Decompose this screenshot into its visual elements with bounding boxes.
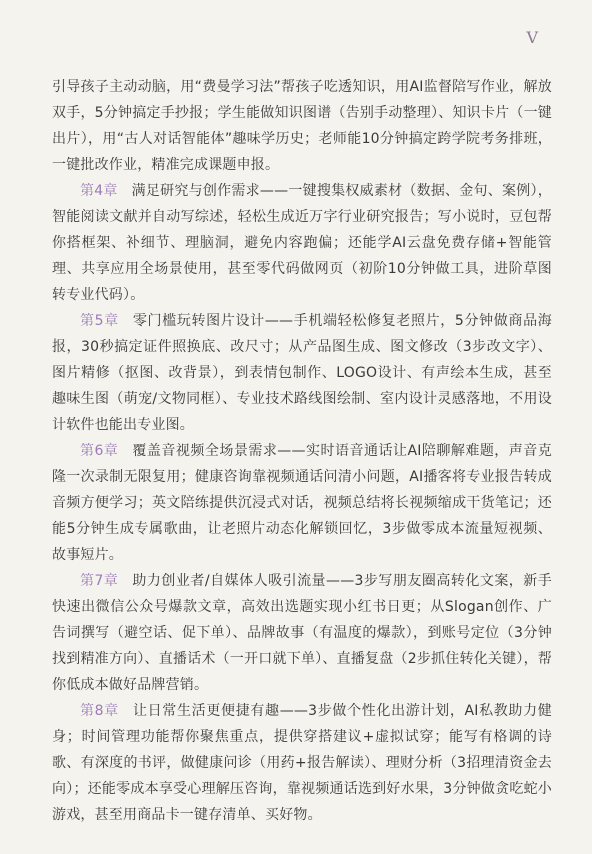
paragraph-intro [52, 74, 552, 178]
paragraph-text: 引导孩子主动动脑，用“费曼学习法”帮孩子吃透知识，用AI监督陪写作业，解放双手，5分钟搞定手抄报；学生能做知识图谱（告别手动整理）、知识卡片（一键出片），用“古人对话智能体”趣味学历史；老师能10分钟搞定跨学院考务排班，一键批改作业，精准完成课题申报。 [52, 79, 552, 173]
paragraph-text: 让日常生活更便捷有趣——3步做个性化出游计划，AI私教助力健身；时间管理功能帮你聚焦重点，提供穿搭建议+虚拟试穿；能写有格调的诗歌、有深度的书评，做健康问诊（用药+报告解读）、理财分析（3招理清资金去向）；还能零成本享受心理解压咨询，靠视频通话选到好水果，3分钟做贪吃蛇小游戏，甚至用商品卡一键存清单、买好物。 [52, 703, 552, 823]
paragraph-chapter-8 [52, 698, 552, 828]
page-number: V [526, 28, 538, 47]
paragraph-chapter-4 [52, 178, 552, 308]
chapter-label: 第6章 [80, 443, 119, 459]
paragraph-text: 覆盖音视频全场景需求——实时语音通话让AI陪聊解难题，声音克隆一次录制无限复用；健康咨询靠视频通话问清小问题，AI播客将专业报告转成音频方便学习；英文陪练提供沉浸式对话，视频总结将长视频缩成干货笔记；还能5分钟生成专属歌曲，让老照片动态化解锁回忆，3步做零成本流量短视频、故事短片。 [52, 443, 552, 563]
paragraph-chapter-6 [52, 438, 552, 568]
paragraph-chapter-7 [52, 568, 552, 698]
paragraph-text: 助力创业者/自媒体人吸引流量——3步写朋友圈高转化文案，新手快速出微信公众号爆款文章，高效出选题实现小红书日更；从Slogan创作、广告词撰写（避空话、促下单）、品牌故事（有温度的爆款），到账号定位（3分钟找到精准方向）、直播话术（一开口就下单）、直播复盘（2步抓住转化关键），帮你低成本做好品牌营销。 [52, 573, 553, 693]
paragraph-text: 满足研究与创作需求——一键搜集权威素材（数据、金句、案例），智能阅读文献并自动写综述，轻松生成近万字行业研究报告；写小说时，豆包帮你搭框架、补细节、理脑洞，避免内容跑偏；还能学AI云盘免费存储+智能管理、共享应用全场景使用，甚至零代码做网页（初阶10分钟做工具，进阶草图转专业代码）。 [52, 183, 552, 303]
paragraph-chapter-5 [52, 308, 552, 438]
chapter-label: 第4章 [80, 183, 118, 199]
chapter-label: 第8章 [80, 703, 119, 719]
chapter-label: 第5章 [80, 313, 119, 329]
page-content [52, 74, 552, 828]
paragraph-text: 零门槛玩转图片设计——手机端轻松修复老照片，5分钟做商品海报，30秒搞定证件照换底、改尺寸；从产品图生成、图文修改（3步改文字）、图片精修（抠图、改背景），到表情包制作、LOGO设计、有声绘本生成，甚至趣味生图（萌宠/文物同框）、专业技术路线图绘制、室内设计灵感落地，不用设计软件也能出专业图。 [52, 313, 552, 433]
chapter-label: 第7章 [80, 573, 119, 589]
